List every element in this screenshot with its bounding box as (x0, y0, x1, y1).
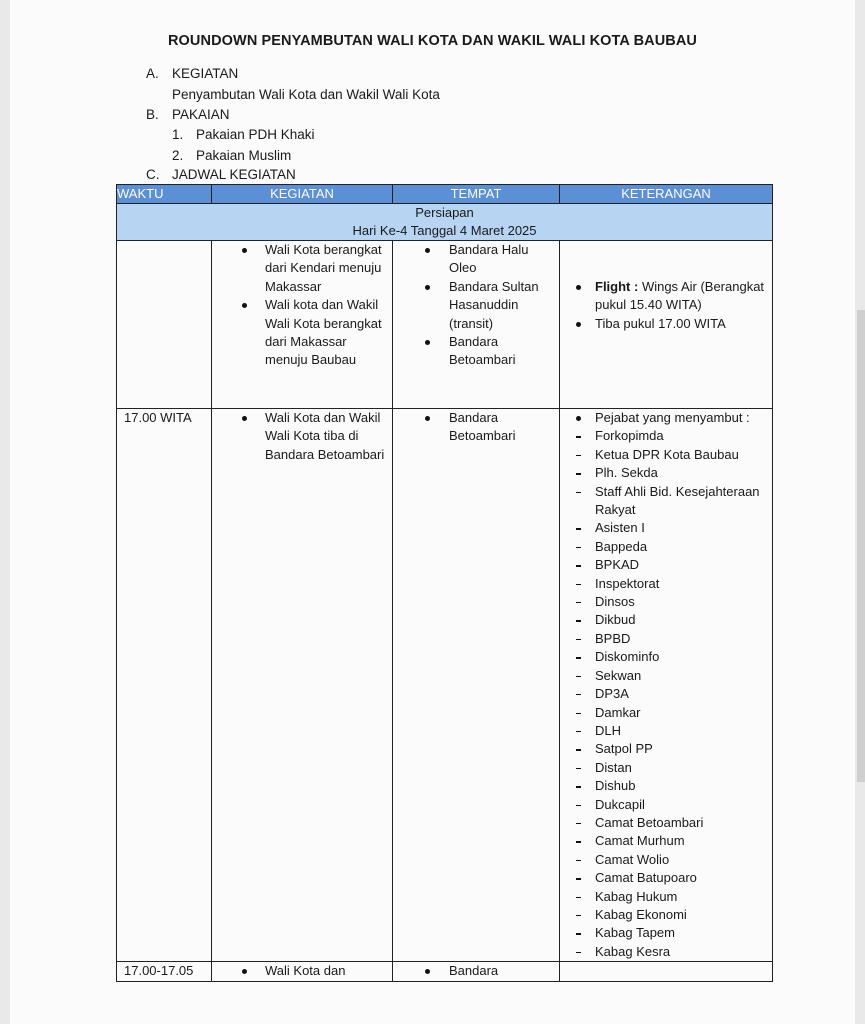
officials-list (560, 409, 772, 961)
official-item: Camat Murhum (560, 832, 772, 850)
tempat-item: Bandara Sultan Hasanuddin (transit) (393, 278, 559, 333)
flight-detail: Wings Air (Berangkat pukul 15.40 WITA) (595, 279, 765, 313)
official-item: DLH (560, 722, 772, 740)
kegiatan-cell (212, 962, 393, 982)
section-row-line2: Hari Ke-4 Tanggal 4 Maret 2025 (352, 223, 537, 238)
header-keterangan: KETERANGAN (560, 185, 773, 204)
keterangan-cell (560, 409, 773, 962)
item-text: Pakaian Muslim (196, 148, 292, 163)
official-item: Dinsos (560, 593, 772, 611)
item-number: 2. (172, 148, 184, 163)
schedule-table (116, 184, 773, 982)
official-item: Camat Batupoaro (560, 869, 772, 887)
section-c-label: JADWAL KEGIATAN (172, 167, 296, 182)
official-item: BPBD (560, 630, 772, 648)
keterangan-flight (560, 278, 772, 315)
official-item: Kabag Ekonomi (560, 906, 772, 924)
section-row-cell (117, 204, 773, 241)
section-a-letter: A. (146, 66, 159, 81)
kegiatan-item: Wali Kota berangkat dari Kendari menuju Makassar (212, 241, 392, 296)
official-item: Staff Ahli Bid. Kesejahteraan Rakyat (560, 483, 772, 520)
tempat-cell (393, 409, 560, 962)
section-c-letter: C. (146, 167, 160, 182)
tempat-cell (393, 241, 560, 409)
official-item: BPKAD (560, 556, 772, 574)
table-header-row (117, 185, 773, 204)
item-text: Pakaian PDH Khaki (196, 127, 315, 142)
section-b-letter: B. (146, 107, 159, 122)
tempat-cell (393, 962, 560, 982)
table-row (117, 409, 773, 962)
section-row (117, 204, 773, 241)
scrollbar[interactable] (857, 310, 865, 782)
flight-label: Flight : (595, 279, 639, 294)
header-kegiatan: KEGIATAN (212, 185, 393, 204)
section-row-line1: Persiapan (415, 205, 474, 220)
official-item: Dishub (560, 777, 772, 795)
header-waktu: WAKTU (117, 185, 212, 204)
table-row (117, 962, 773, 982)
keterangan-cell (560, 241, 773, 409)
official-item: Plh. Sekda (560, 464, 772, 482)
section-a-label: KEGIATAN (172, 66, 239, 81)
kegiatan-item: Wali Kota dan (212, 962, 392, 980)
official-item: Kabag Tapem (560, 924, 772, 942)
official-item: Inspektorat (560, 575, 772, 593)
section-b-item-2 (172, 148, 291, 163)
official-item: Distan (560, 759, 772, 777)
keterangan-arrival: Tiba pukul 17.00 WITA (560, 315, 772, 333)
tempat-item: Bandara (393, 962, 559, 980)
keterangan-cell (560, 962, 773, 982)
kegiatan-item: Wali Kota dan Wakil Wali Kota tiba di Bandara Betoambari (212, 409, 392, 464)
official-item: Camat Betoambari (560, 814, 772, 832)
tempat-item: Bandara Betoambari (393, 409, 559, 446)
official-item: Camat Wolio (560, 851, 772, 869)
document-title: ROUNDOWN PENYAMBUTAN WALI KOTA DAN WAKIL WALI KOTA BAUBAU (167, 33, 697, 49)
kegiatan-cell (212, 409, 393, 962)
waktu-cell: 17.00-17.05 (117, 962, 212, 982)
kegiatan-item: Wali kota dan Wakil Wali Kota berangkat dari Makassar menuju Baubau (212, 296, 392, 370)
official-item: Dukcapil (560, 796, 772, 814)
section-a-body: Penyambutan Wali Kota dan Wakil Wali Kota (172, 87, 440, 102)
official-item: Dikbud (560, 611, 772, 629)
official-item: Diskominfo (560, 648, 772, 666)
section-c-heading (146, 167, 296, 182)
section-b-label: PAKAIAN (172, 107, 230, 122)
official-item: Kabag Hukum (560, 888, 772, 906)
official-item: Satpol PP (560, 740, 772, 758)
waktu-cell (117, 241, 212, 409)
document-outline (0, 0, 865, 184)
official-item: Bappeda (560, 538, 772, 556)
official-item: Sekwan (560, 667, 772, 685)
section-b-heading (146, 107, 230, 122)
tempat-item: Bandara Betoambari (393, 333, 559, 370)
official-item: Asisten I (560, 519, 772, 537)
header-tempat: TEMPAT (393, 185, 560, 204)
officials-heading: Pejabat yang menyambut : (560, 409, 772, 427)
official-item: Kabag Kesra (560, 943, 772, 961)
official-item: Ketua DPR Kota Baubau (560, 446, 772, 464)
table-row (117, 241, 773, 409)
waktu-cell: 17.00 WITA (117, 409, 212, 962)
tempat-item: Bandara Halu Oleo (393, 241, 559, 278)
kegiatan-cell (212, 241, 393, 409)
official-item: Forkopimda (560, 427, 772, 445)
section-b-item-1 (172, 127, 315, 142)
official-item: Damkar (560, 704, 772, 722)
section-a-heading (146, 66, 238, 81)
item-number: 1. (172, 127, 184, 142)
official-item: DP3A (560, 685, 772, 703)
